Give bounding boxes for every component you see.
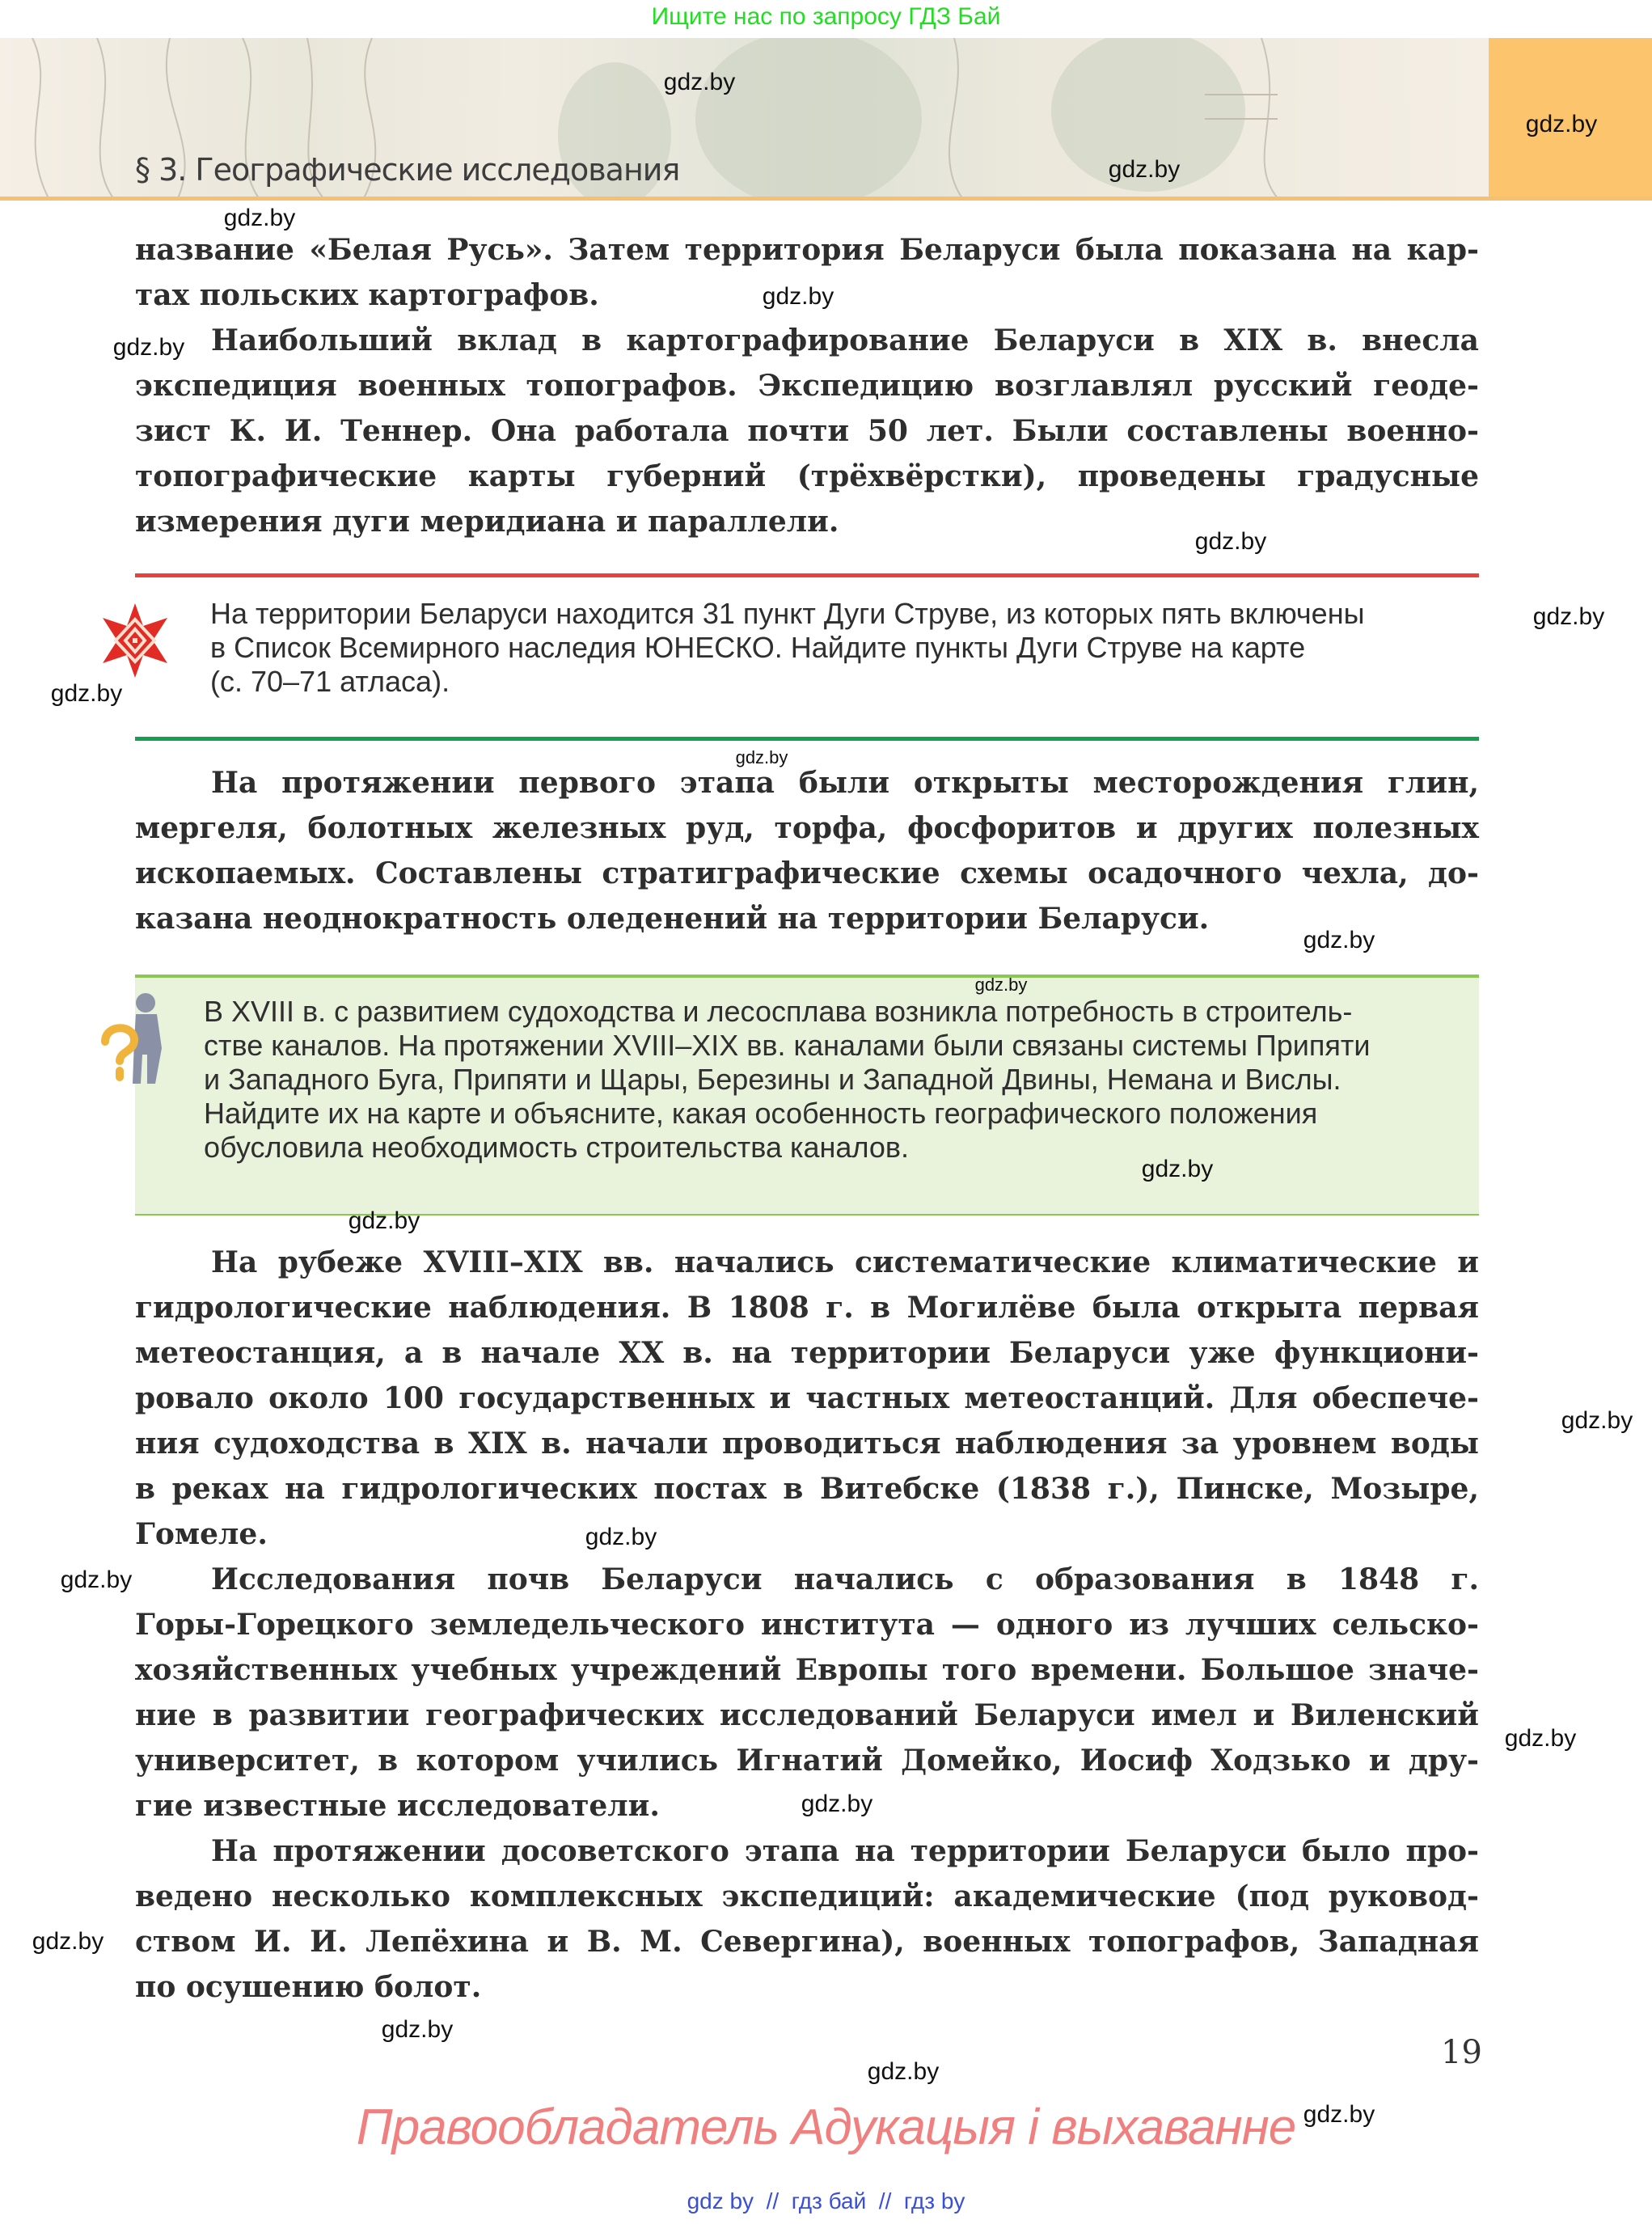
copyright-notice: Правообладатель Адукацыя і выхаванне — [356, 2099, 1296, 2155]
watermark: gdz.by — [381, 2016, 454, 2043]
paragraph-line: гидрологические наблюдения. В 1808 г. в Могилёве была открыта первая — [135, 1291, 1479, 1325]
watermark: gdz.by — [50, 680, 123, 707]
paragraph-line: в реках на гидрологических постах в Витебске (1838 г.), Пинске, Мозыре, — [135, 1472, 1479, 1506]
watermark: gdz.by — [867, 2058, 940, 2085]
header-map-banner — [0, 38, 1489, 198]
watermark: gdz.by — [32, 1928, 104, 1955]
page-number: 19 — [1441, 2034, 1482, 2071]
paragraph-line: метеостанция, а в начале XX в. на территории Беларуси уже функциони- — [135, 1336, 1479, 1370]
paragraph-line: гие известные исследователи. — [135, 1789, 660, 1823]
paragraph-line: Гомеле. — [135, 1517, 268, 1551]
paragraph-line: казана неоднократность оледенений на территории Беларуси. — [135, 902, 1210, 936]
watermark: gdz.by — [112, 334, 185, 361]
paragraph-line: хозяйственных учебных учреждений Европы того времени. Большое значе- — [135, 1653, 1479, 1687]
paragraph-line: ние в развитии географических исследований Беларуси имел и Виленский — [135, 1698, 1479, 1732]
watermark: gdz.by — [223, 205, 296, 231]
watermark: gdz.by — [1504, 1725, 1577, 1752]
paragraph-line: университет, в котором учились Игнатий Домейко, Иосиф Ходзько и дру- — [135, 1744, 1479, 1778]
watermark: gdz.by — [1108, 156, 1181, 183]
box-line: На территории Беларуси находится 31 пункт Дуги Струве, из которых пять включены — [210, 597, 1365, 630]
header-divider — [0, 197, 1652, 201]
box-line: обусловила необходимость строительства каналов. — [204, 1131, 910, 1164]
paragraph-line: экспедиция военных топографов. Экспедицию возглавлял русский геоде- — [135, 369, 1479, 403]
paragraph-line: ния судоходства в XIX в. начали проводиться наблюдения за уровнем воды — [135, 1427, 1479, 1461]
question-figure-icon — [97, 991, 171, 1087]
info-box-bottom-rule — [135, 737, 1479, 741]
watermark: gdz.by — [801, 1791, 873, 1817]
box-line: В XVIII в. с развитием судоходства и лесосплава возникла потребность в строитель- — [204, 995, 1353, 1028]
box-line: стве каналов. На протяжении XVIII–XIX вв. каналами были связаны системы Припяти — [204, 1029, 1371, 1062]
paragraph-line: На рубеже XVIII–XIX вв. начались систематические климатические и — [211, 1245, 1479, 1279]
paragraph-line: На протяжении первого этапа были открыты месторождения глин, — [211, 766, 1479, 800]
box-line: (с. 70–71 атласа). — [210, 665, 450, 698]
search-hint: Ищите нас по запросу ГДЗ Бай — [651, 3, 1001, 30]
section-title: § 3. Географические исследования — [135, 152, 680, 188]
paragraph-line: Наибольший вклад в картографирование Беларуси в XIX в. внесла — [211, 323, 1479, 357]
box-line: в Список Всемирного наследия ЮНЕСКО. Найдите пункты Дуги Струве на карте — [210, 631, 1306, 664]
watermark: gdz.by — [60, 1567, 133, 1593]
paragraph-line: ископаемых. Составлены стратиграфические схемы осадочного чехла, до- — [135, 856, 1479, 890]
watermark: gdz.by — [974, 975, 1028, 995]
belarusian-ornament-icon — [96, 602, 174, 679]
watermark: gdz.by — [348, 1207, 420, 1234]
watermark: gdz.by — [1303, 927, 1375, 953]
paragraph-line: измерения дуги меридиана и параллели. — [135, 505, 839, 539]
info-box-top-rule — [135, 573, 1479, 577]
paragraph-line: название «Белая Русь». Затем территория Беларуси была показана на кар- — [135, 233, 1479, 267]
watermark: gdz.by — [735, 747, 788, 767]
paragraph-line: Горы-Горецкого земледельческого института — одного из лучших сельско- — [135, 1608, 1479, 1642]
info-box-text — [210, 597, 1480, 699]
paragraph-line: ведено несколько комплексных экспедиций: академические (под руковод- — [135, 1879, 1479, 1913]
paragraph-line: мергеля, болотных железных руд, торфа, фосфоритов и других полезных — [135, 811, 1479, 845]
paragraph-line: топографические карты губерний (трёхвёрстки), проведены градусные — [135, 459, 1479, 493]
watermark: gdz.by — [1525, 111, 1598, 137]
watermark: gdz.by — [1561, 1407, 1633, 1434]
watermark: gdz.by — [1532, 603, 1605, 630]
watermark: gdz.by — [1194, 528, 1267, 555]
paragraph-line: тах польских картографов. — [135, 278, 599, 312]
paragraph-line: по осушению болот. — [135, 1970, 482, 2004]
paragraph-line: На протяжении досоветского этапа на территории Беларуси было про- — [211, 1834, 1479, 1868]
box-line: и Западного Буга, Припяти и Щары, Березины и Западной Двины, Немана и Вислы. — [204, 1063, 1341, 1096]
paragraphs-block-2 — [135, 766, 1479, 947]
paragraph-line: ровало около 100 государственных и частных метеостанций. Для обеспече- — [135, 1381, 1479, 1415]
paragraph-line: Исследования почв Беларуси начались с образования в 1848 г. — [211, 1562, 1479, 1596]
question-box-text — [204, 995, 1473, 1165]
watermark: gdz.by — [1141, 1156, 1214, 1182]
watermark: gdz.by — [663, 69, 736, 95]
paragraphs-block-1 — [135, 233, 1479, 550]
footer-links[interactable]: gdz by // гдз бай // гдз by — [687, 2188, 965, 2213]
watermark: gdz.by — [585, 1524, 657, 1550]
paragraph-line: ством И. И. Лепёхина и В. М. Севергина), военных топографов, Западная — [135, 1925, 1479, 1959]
paragraphs-block-3 — [135, 1245, 1479, 2015]
paragraph-line: зист К. И. Теннер. Она работала почти 50 лет. Были составлены военно- — [135, 414, 1479, 448]
watermark: gdz.by — [1303, 2101, 1375, 2128]
watermark: gdz.by — [762, 283, 834, 310]
box-line: Найдите их на карте и объясните, какая особенность географического положения — [204, 1097, 1318, 1130]
